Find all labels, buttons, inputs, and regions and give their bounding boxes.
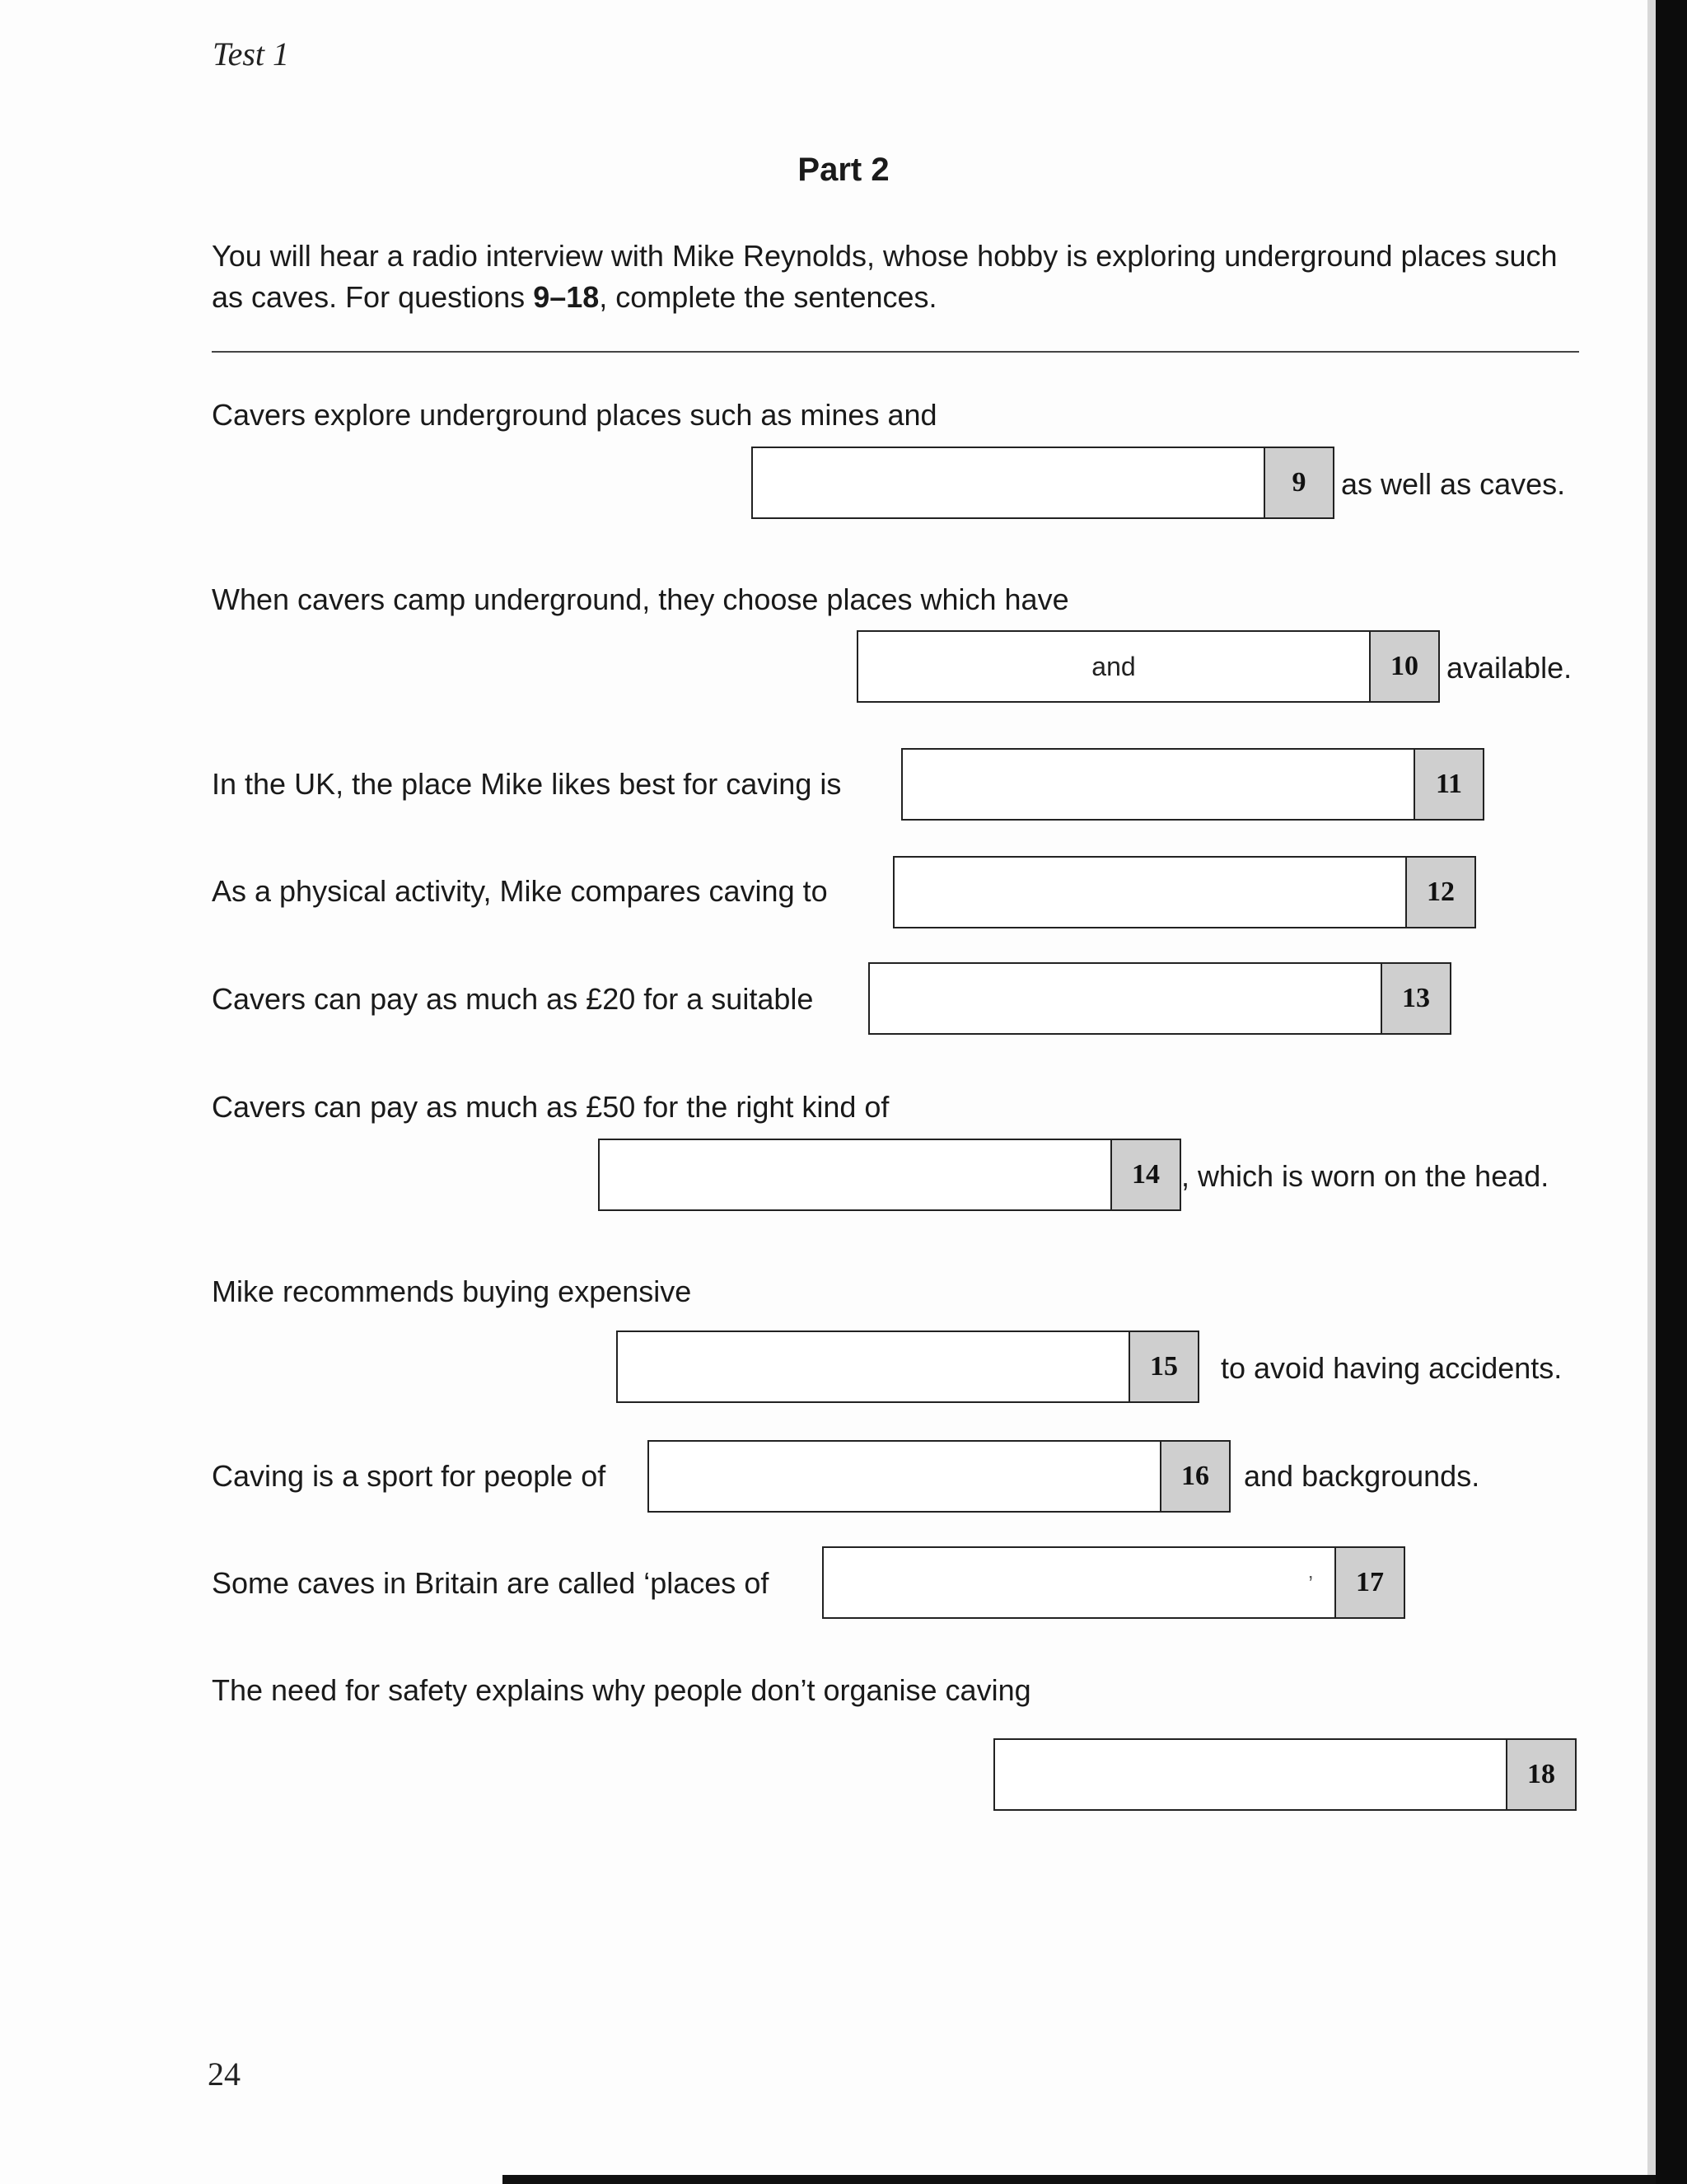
- q17-prompt: Some caves in Britain are called ‘places of: [212, 1566, 769, 1600]
- instructions-text: You will hear a radio interview with Mike Reynolds, whose hobby is exploring underground places such as caves. For questions: [212, 239, 1558, 314]
- q15-suffix: to avoid having accidents.: [1221, 1351, 1563, 1385]
- q12-prompt: As a physical activity, Mike compares caving to: [212, 874, 828, 908]
- q14-suffix: , which is worn on the head.: [1181, 1159, 1549, 1193]
- q18-prompt: The need for safety explains why people don’t organise caving: [212, 1673, 1031, 1707]
- q10-answer-box[interactable]: [857, 630, 1440, 703]
- q14-number: 14: [1110, 1140, 1180, 1209]
- part-title: Part 2: [797, 152, 890, 188]
- instructions-text-end: , complete the sentences.: [599, 280, 937, 314]
- q15-number: 15: [1129, 1332, 1198, 1401]
- q18-answer-box[interactable]: [993, 1738, 1577, 1811]
- q14-prompt: Cavers can pay as much as £50 for the right kind of: [212, 1090, 890, 1124]
- q10-number: 10: [1369, 632, 1438, 701]
- q17-answer-box[interactable]: [822, 1546, 1405, 1619]
- q9-suffix: as well as caves.: [1341, 467, 1566, 501]
- q15-answer-box[interactable]: [616, 1331, 1199, 1403]
- book-spine-edge: [1656, 0, 1687, 2184]
- q10-inner-text: and: [1091, 651, 1136, 681]
- q9-prompt: Cavers explore underground places such as mines and: [212, 398, 937, 432]
- q16-number: 16: [1160, 1442, 1229, 1511]
- q16-suffix: and backgrounds.: [1244, 1459, 1480, 1493]
- running-head: Test 1: [213, 35, 290, 72]
- page-number: 24: [208, 2055, 241, 2093]
- q11-number: 11: [1414, 750, 1483, 819]
- q11-prompt: In the UK, the place Mike likes best for caving is: [212, 767, 842, 801]
- q15-prompt: Mike recommends buying expensive: [212, 1274, 692, 1308]
- bottom-edge: [502, 2175, 1656, 2184]
- q9-answer-box[interactable]: [751, 447, 1334, 519]
- q10-suffix: available.: [1446, 651, 1573, 685]
- question-range: 9–18: [533, 280, 600, 314]
- q9-number: 9: [1264, 448, 1333, 517]
- q17-number: 17: [1334, 1548, 1404, 1617]
- q17-closing-mark: ’: [1308, 1571, 1313, 1596]
- q16-answer-box[interactable]: [647, 1440, 1231, 1513]
- q11-answer-box[interactable]: [901, 748, 1484, 821]
- q12-answer-box[interactable]: [893, 856, 1476, 928]
- q13-number: 13: [1381, 964, 1450, 1033]
- q14-answer-box[interactable]: [598, 1139, 1181, 1211]
- q18-number: 18: [1506, 1740, 1575, 1809]
- q13-answer-box[interactable]: [868, 962, 1451, 1035]
- divider-rule: [212, 351, 1579, 353]
- q16-prompt: Caving is a sport for people of: [212, 1459, 606, 1493]
- q12-number: 12: [1405, 858, 1474, 927]
- q10-prompt: When cavers camp underground, they choose places which have: [212, 582, 1069, 616]
- instructions: [212, 236, 1587, 318]
- q13-prompt: Cavers can pay as much as £20 for a suitable: [212, 982, 814, 1016]
